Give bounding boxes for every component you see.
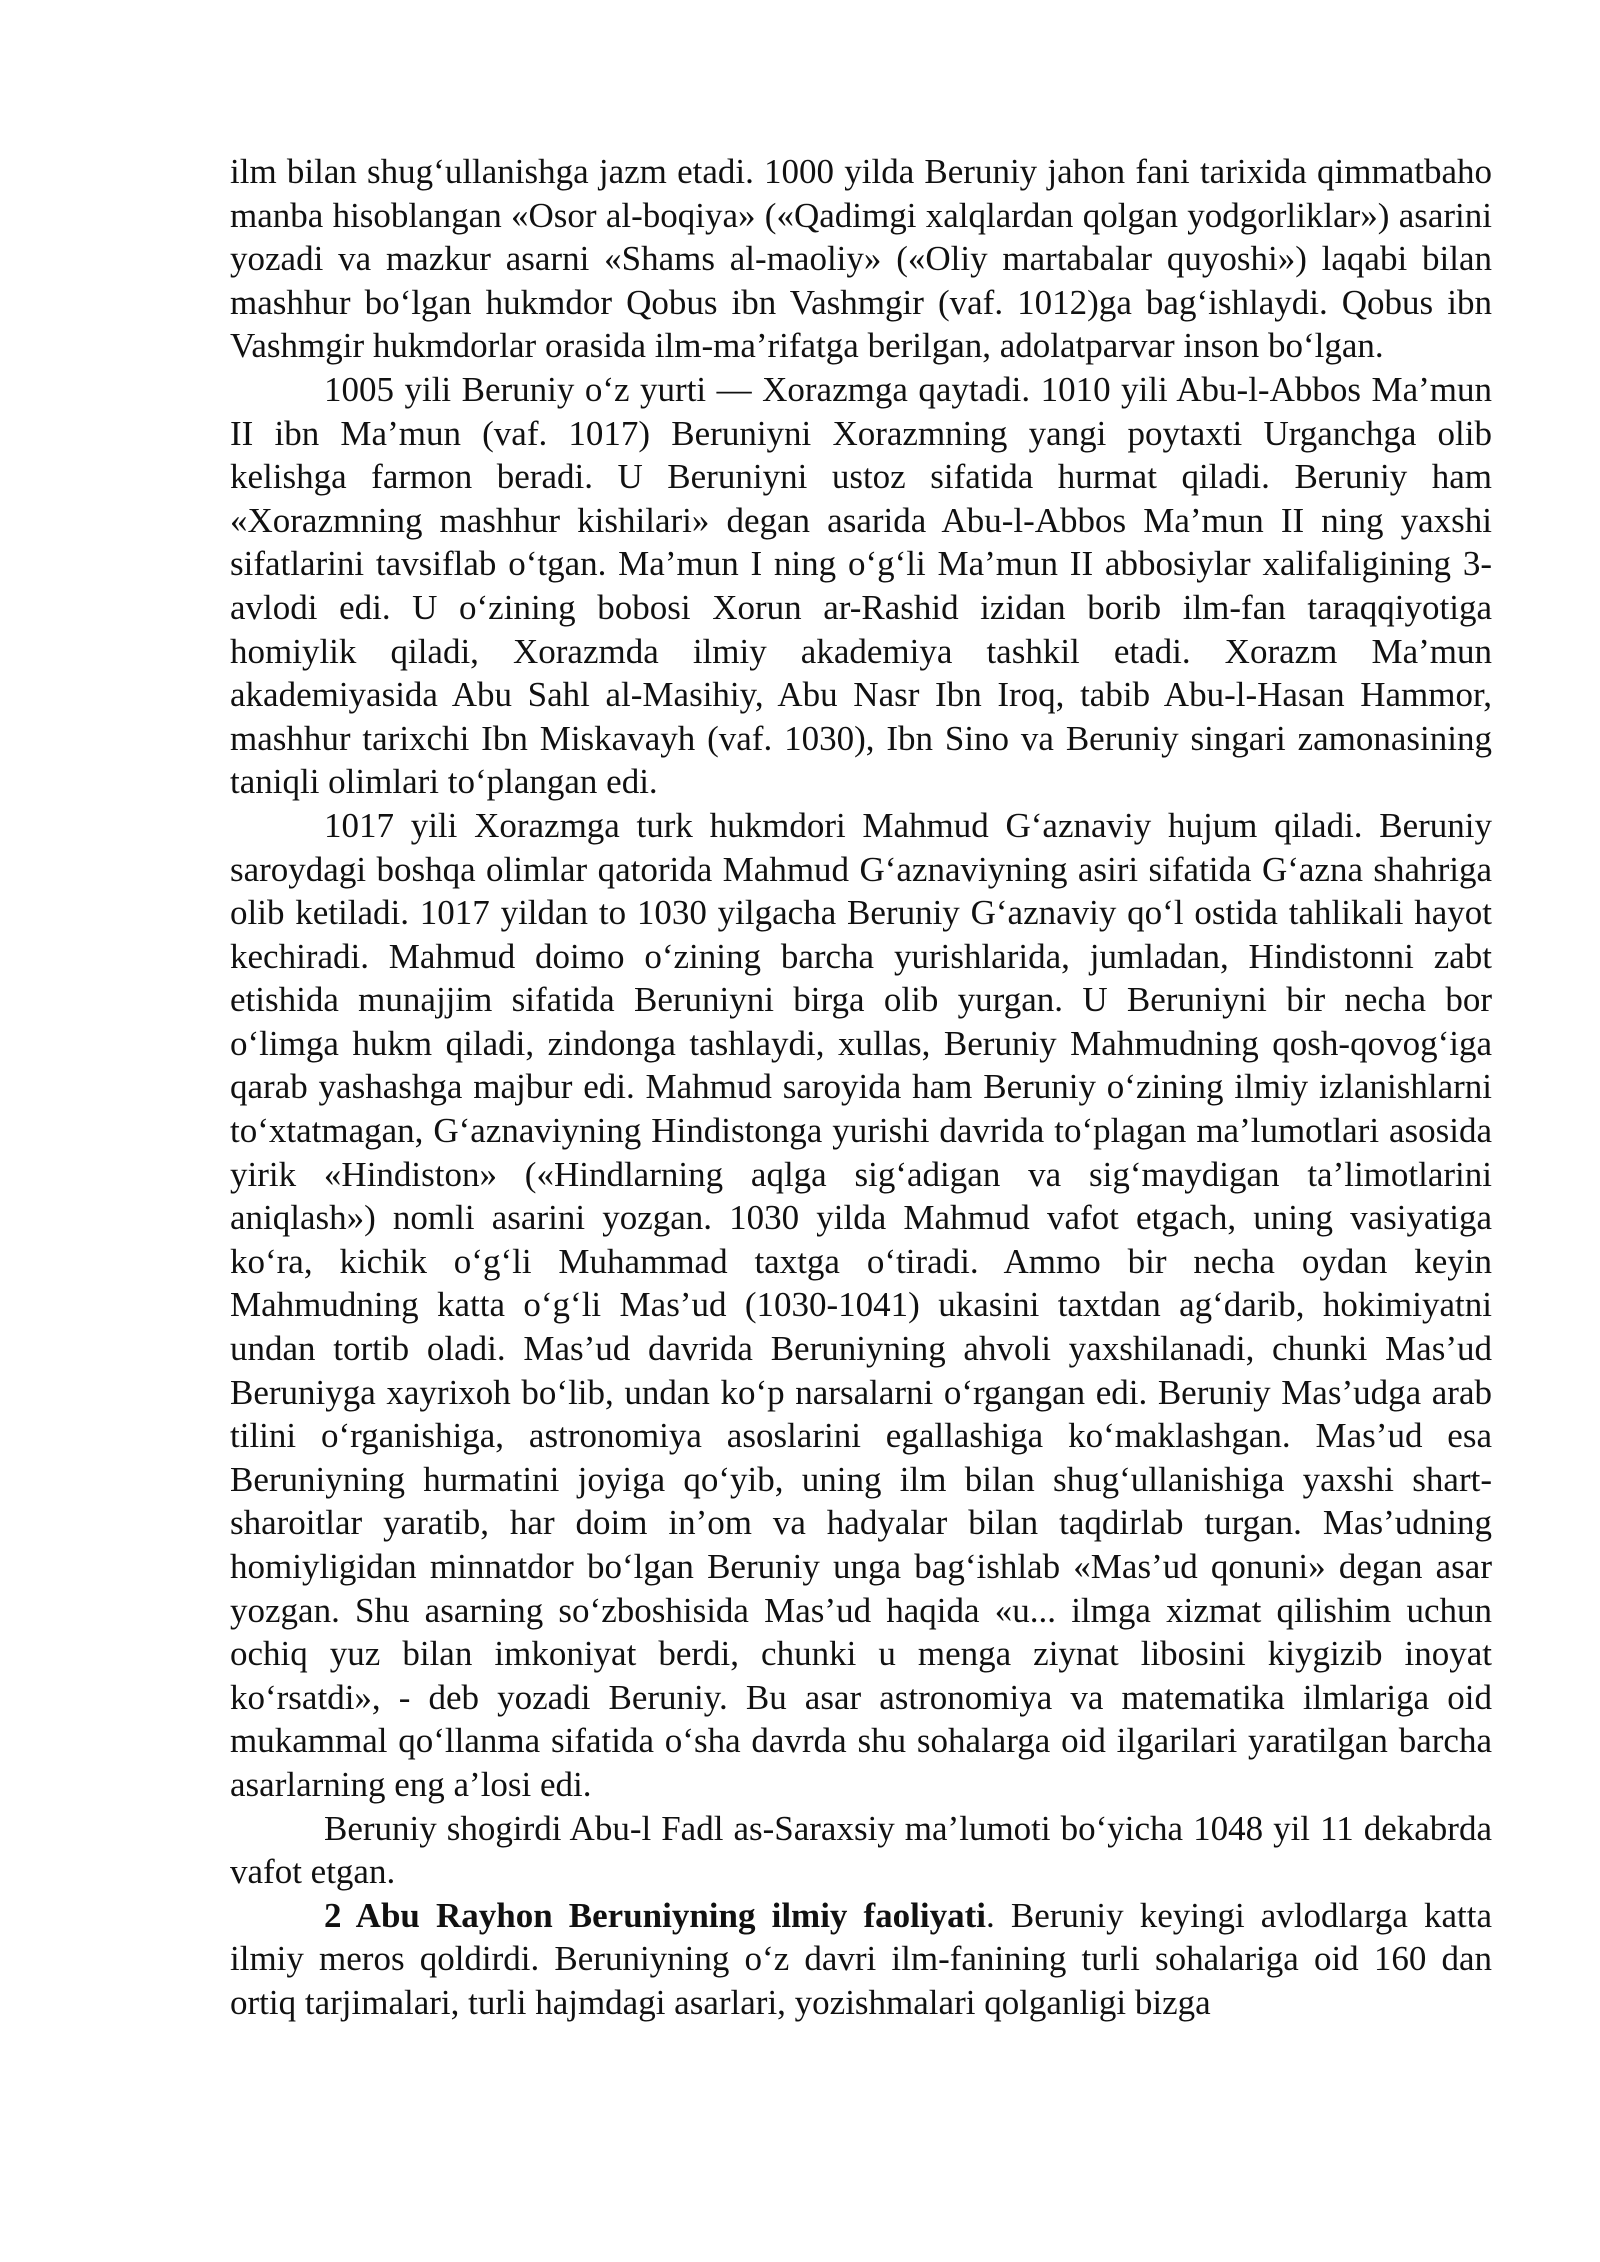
paragraph-2: 1005 yili Beruniy o‘z yurti — Xorazmga qaytadi. 1010 yili Abu-l-Abbos Ma’mun II ibn Ma’mun (vaf. 1017) Beruniyni Xorazmning yangi poytaxti Urganchga olib kelishga farmon beradi. U Beruniyni ustoz sifatida hurmat qiladi. Beruniy ham «Xorazmning mashhur kishilari» degan asarida Abu-l-Abbos Ma’mun II ning yaxshi sifatlarini tavsiflab o‘tgan. Ma’mun I ning o‘g‘li Ma’mun II abbosiylar xalifaligining 3-avlodi edi. U o‘zining bobosi Xorun ar-Rashid izidan borib ilm-fan taraqqiyotiga homiylik qiladi, Xorazmda ilmiy akademiya tashkil etadi. Xorazm Ma’mun akademiyasida Abu Sahl al-Masihiy, Abu Nasr Ibn Iroq, tabib Abu-l-Hasan Hammor, mashhur tarixchi Ibn Miskavayh (vaf. 1030), Ibn Sino va Beruniy singari zamonasining taniqli olimlari to‘plangan edi. [230,369,1492,802]
paragraph-5 [230,1894,1492,2025]
section-text: . Beruniy keyingi avlodlarga katta ilmiy meros qoldirdi. Beruniyning o‘z davri ilm-fanining turli sohalariga oid 160 dan ortiq tarjimalari, turli hajmdagi asarlari, yozishmalari qolganligi bizga [230,1895,1492,2022]
document-page [230,150,1492,2025]
paragraph-1: ilm bilan shug‘ullanishga jazm etadi. 1000 yilda Beruniy jahon fani tarixida qimmatbaho manba hisoblangan «Osor al-boqiya» («Qadimgi xalqlardan qolgan yodgorliklar») asarini yozadi va mazkur asarni «Shams al-maoliy» («Oliy martabalar quyoshi») laqabi bilan mashhur bo‘lgan hukmdor Qobus ibn Vashmgir (vaf. 1012)ga bag‘ishlaydi. Qobus ibn Vashmgir hukmdorlar orasida ilm-ma’rifatga berilgan, adolatparvar inson bo‘lgan. [230,152,1492,366]
section-heading: 2 Abu Rayhon Beruniyning ilmiy faoliyati [324,1895,987,1935]
paragraph-3: 1017 yili Xorazmga turk hukmdori Mahmud G‘aznaviy hujum qiladi. Beruniy saroydagi boshqa olimlar qatorida Mahmud G‘aznaviyning asiri sifatida G‘azna shahriga olib ketiladi. 1017 yildan to 1030 yilgacha Beruniy G‘aznaviy qo‘l ostida tahlikali hayot kechiradi. Mahmud doimo o‘zining barcha yurishlarida, jumladan, Hindistonni zabt etishida munajjim sifatida Beruniyni birga olib yurgan. U Beruniyni bir necha bor o‘limga hukm qiladi, zindonga tashlaydi, xullas, Beruniy Mahmudning qosh-qovog‘iga qarab yashashga majbur edi. Mahmud saroyida ham Beruniy o‘zining ilmiy izlanishlarni to‘xtatmagan, G‘aznaviyning Hindistonga yurishi davrida to‘plagan ma’lumotlari asosida yirik «Hindiston» («Hindlarning aqlga sig‘adigan va sig‘maydigan ta’limotlarini aniqlash») nomli asarini yozgan. 1030 yilda Mahmud vafot etgach, uning vasiyatiga ko‘ra, kichik o‘g‘li Muhammad taxtga o‘tiradi. Ammo bir necha oydan keyin Mahmudning katta o‘g‘li Mas’ud (1030-1041) ukasini taxtdan ag‘darib, hokimiyatni undan tortib oladi. Mas’ud davrida Beruniyning ahvoli yaxshilanadi, chunki Mas’ud Beruniyga xayrixoh bo‘lib, undan ko‘p narsalarni o‘rgangan edi. Beruniy Mas’udga arab tilini o‘rganishiga, astronomiya asoslarini egallashiga ko‘maklashgan. Mas’ud esa Beruniyning hurmatini joyiga qo‘yib, uning ilm bilan shug‘ullanishiga yaxshi shart-sharoitlar yaratib, har doim in’om va hadyalar bilan taqdirlab turgan. Mas’udning homiyligidan minnatdor bo‘lgan Beruniy unga bag‘ishlab «Mas’ud qonuni» degan asar yozgan. Shu asarning so‘zboshisida Mas’ud haqida «u... ilmga xizmat qilishim uchun ochiq yuz bilan imkoniyat berdi, chunki u menga ziynat libosini kiygizib inoyat ko‘rsatdi», - deb yozadi Beruniy. Bu asar astronomiya va matematika ilmlariga oid mukammal qo‘llanma sifatida o‘sha davrda shu sohalarga oid ilgarilari yaratilgan barcha asarlarning eng a’losi edi. [230,805,1492,1804]
paragraph-4: Beruniy shogirdi Abu-l Fadl as-Saraxsiy ma’lumoti bo‘yicha 1048 yil 11 dekabrda vafot etgan. [230,1808,1492,1892]
